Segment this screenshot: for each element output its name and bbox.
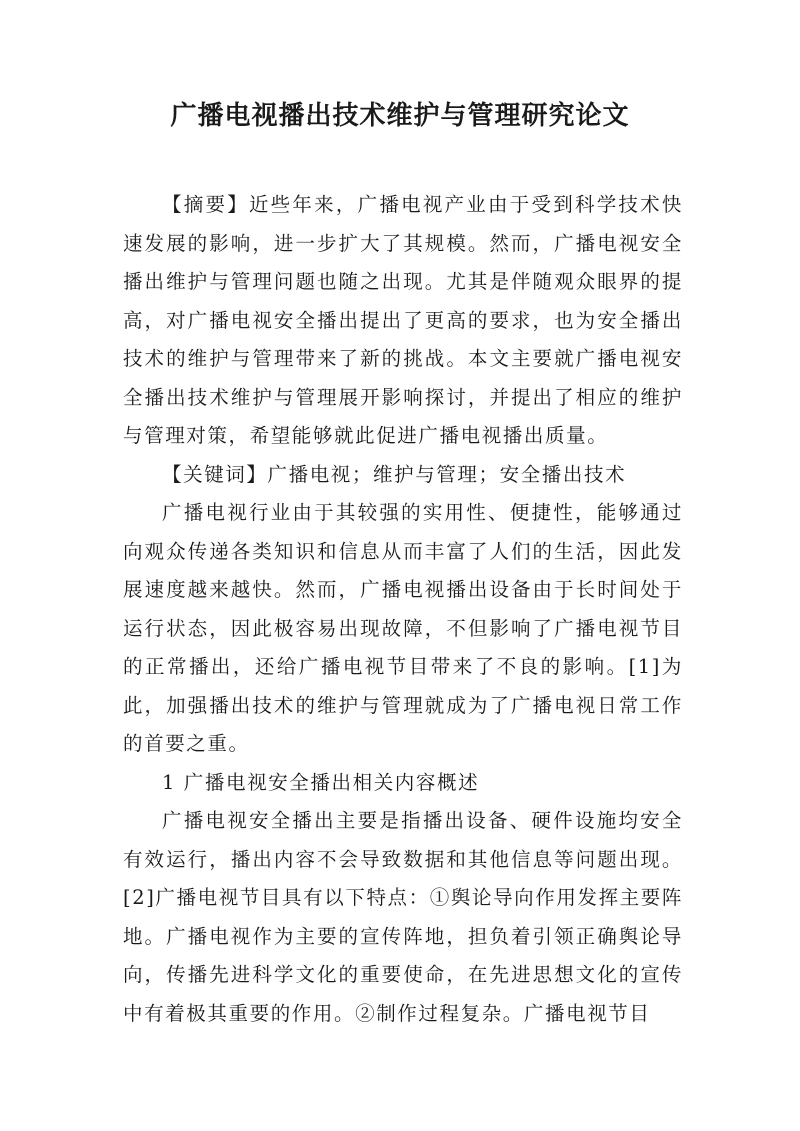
keywords-paragraph: 【关键词】广播电视；维护与管理；安全播出技术 — [162, 462, 627, 486]
intro-paragraph: 广播电视行业由于其较强的实用性、便捷性，能够通过向观众传递各类知识和信息从而丰富了人们的生活，因此发展速度越来越快。然而，广播电视播出设备由于长时间处于运行状态，因此极容易出现故障，不但影响了广播电视节目的正常播出，还给广播电视节目带来了不良的影响。[1]为此，加强播出技术的维护与管理就成为了广播电视日常工作的首要之重。 — [123, 501, 683, 755]
document-title: 广播电视播出技术维护与管理研究论文 — [170, 101, 630, 131]
section-heading: 1 广播电视安全播出相关内容概述 — [162, 770, 480, 794]
document-body — [123, 186, 683, 1033]
section-paragraph: 广播电视安全播出主要是指播出设备、硬件设施均安全有效运行，播出内容不会导致数据和其他信息等问题出现。[2]广播电视节目具有以下特点：①舆论导向作用发挥主要阵地。广播电视作为主要的宣传阵地，担负着引领正确舆论导向，传播先进科学文化的重要使命，在先进思想文化的宣传中有着极其重要的作用。②制作过程复杂。广播电视节目 — [123, 809, 683, 1025]
abstract-paragraph: 【摘要】近些年来，广播电视产业由于受到科学技术快速发展的影响，进一步扩大了其规模。然而，广播电视安全播出维护与管理问题也随之出现。尤其是伴随观众眼界的提高，对广播电视安全播出提出了更高的要求，也为安全播出技术的维护与管理带来了新的挑战。本文主要就广播电视安全播出技术维护与管理展开影响探讨，并提出了相应的维护与管理对策，希望能够就此促进广播电视播出质量。 — [123, 193, 683, 447]
